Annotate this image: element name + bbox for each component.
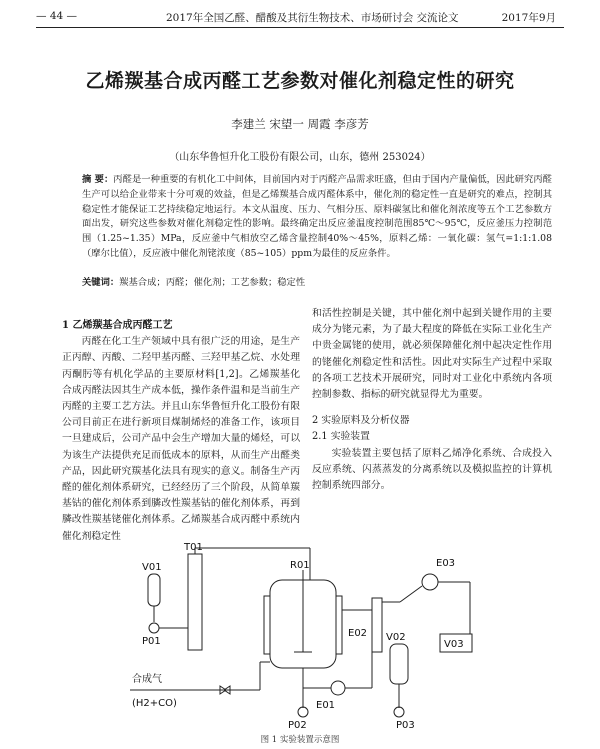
section2-paragraph: 实验装置主要包括了原料乙烯净化系统、合成投入反应系统、闪蒸蒸发的分离系统以及模拟监控的计算机控制系统四部分。 bbox=[312, 447, 552, 492]
section1-paragraph-right: 和活性控制是关键，其中催化剂中起到关键作用的主要成分为铑元素，为了最大程度的降低在实际工业化生产中贵金属铑的使用，就必须保障催化剂中起决定性作用的铑催化剂稳定性和活性。因此对实际生产过程中采取的各项工艺技术开展研究，同时对工业化中系统内各项控制参数、指标的研究就显得尤为重要。 bbox=[312, 308, 552, 401]
exchanger-e02 bbox=[372, 598, 382, 652]
left-column bbox=[62, 318, 300, 545]
column-t01 bbox=[188, 554, 202, 650]
section1-paragraph-left: 丙醛在化工生产领域中具有很广泛的用途，是生产正丙醇、丙酸、二羟甲基丙醛、三羟甲基乙烷、水处理丙酮肟等有机化学品的主要原材料[1,2]。乙烯羰基化合成丙醛法因其生产成本低，操作条件温和是当前生产丙醛的主要工艺方法。并且山东华鲁恒升化工股份有限公司目前正在进行新项目煤制烯烃的准备工作，该项目一旦建成后，公司产品中会生产增加大量的烯烃，可以为该生产法提供充足而低成本的原料，从而生产出醛类产品，因此研究羰基化法具有现实的意义。制备生产丙醛的催化剂体系研究，已经经历了三个阶段，从简单羰基钴的催化剂体系到膦改性羰基钴的催化剂体系，再到膦改性羰基铑催化剂体系。乙烯羰基合成丙醛中系统内催化剂稳定性 bbox=[62, 336, 300, 542]
label-r01: R01 bbox=[290, 560, 310, 571]
label-t01: T01 bbox=[184, 542, 203, 553]
running-header bbox=[36, 10, 564, 28]
page-number: — 44 — bbox=[36, 10, 78, 22]
label-p02: P02 bbox=[288, 720, 307, 730]
pump-p01 bbox=[149, 623, 159, 633]
abstract bbox=[82, 173, 552, 262]
reactor-jacket-right bbox=[336, 596, 342, 654]
abstract-text: 丙醛是一种重要的有机化工中间体，目前国内对于丙醛产品需求旺盛，但由于国内产量偏低，因此研究丙醛生产可以给企业带来十分可观的效益，但是乙烯羰基合成丙醛体系中，催化剂的稳定性一直是研究的难点，控制其稳定性才能保证工艺持续稳定地运行。本文从温度、压力、气相分压、原料碳氢比和催化剂浓度等五个工艺参数方面出发，研究这些参数对催化剂稳定性的影响。最终确定出反应釜温度控制范围85℃～95℃，反应釜压力控制范围（1.25~1.35）MPa，反应釜中气相放空乙烯含量控制40%～45%，原料乙烯：一氧化碳：氢气=1:1:1.08（摩尔比值），反应液中催化剂铑浓度（85~105）ppm为最佳的反应条件。 bbox=[82, 174, 552, 259]
pump-p02 bbox=[298, 707, 308, 717]
label-feed-gas-formula: (H2+CO) bbox=[132, 698, 177, 709]
paper-title: 乙烯羰基合成丙醛工艺参数对催化剂稳定性的研究 bbox=[85, 70, 515, 92]
label-v03: V03 bbox=[444, 639, 464, 650]
authors: 李建兰 宋望一 周霞 李彦芳 bbox=[231, 117, 369, 131]
journal-name: 2017年全国乙醛、醋酸及其衍生物技术、市场研讨会 交流论文 bbox=[166, 12, 459, 24]
label-e03: E03 bbox=[436, 558, 456, 569]
label-e02: E02 bbox=[348, 628, 368, 639]
section2-heading: 2 实验原料及分析仪器 bbox=[312, 415, 410, 427]
figure-caption: 图 1 实验装置示意图 bbox=[260, 735, 340, 745]
exchanger-e01 bbox=[331, 681, 345, 695]
label-e01: E01 bbox=[316, 700, 336, 711]
reactor-jacket-left bbox=[264, 596, 270, 654]
affiliation: （山东华鲁恒升化工股份有限公司，山东，德州 253024） bbox=[169, 152, 431, 163]
pump-p03 bbox=[394, 707, 404, 717]
keywords-text: 羰基合成；丙醛；催化剂；工艺参数；稳定性 bbox=[119, 277, 306, 288]
header-rule bbox=[36, 27, 564, 28]
vessel-v01 bbox=[148, 574, 160, 606]
keywords-label: 关键词： bbox=[82, 277, 120, 288]
label-v02: V02 bbox=[386, 632, 406, 643]
exchanger-e03 bbox=[422, 574, 438, 590]
process-flow-diagram bbox=[110, 540, 550, 730]
label-v01: V01 bbox=[142, 562, 162, 573]
flow-diagram-svg bbox=[110, 540, 550, 730]
keywords bbox=[82, 276, 552, 290]
issue-date: 2017年9月 bbox=[501, 12, 556, 24]
label-p01: P01 bbox=[142, 636, 161, 647]
abstract-label: 摘 要： bbox=[82, 174, 114, 185]
right-column bbox=[312, 306, 552, 494]
section2-subheading: 2.1 实验装置 bbox=[312, 431, 370, 443]
label-p03: P03 bbox=[396, 720, 415, 730]
separator-v02 bbox=[390, 644, 408, 684]
label-feed-gas: 合成气 bbox=[132, 674, 162, 685]
section1-heading: 1 乙烯羰基合成丙醛工艺 bbox=[62, 320, 173, 331]
